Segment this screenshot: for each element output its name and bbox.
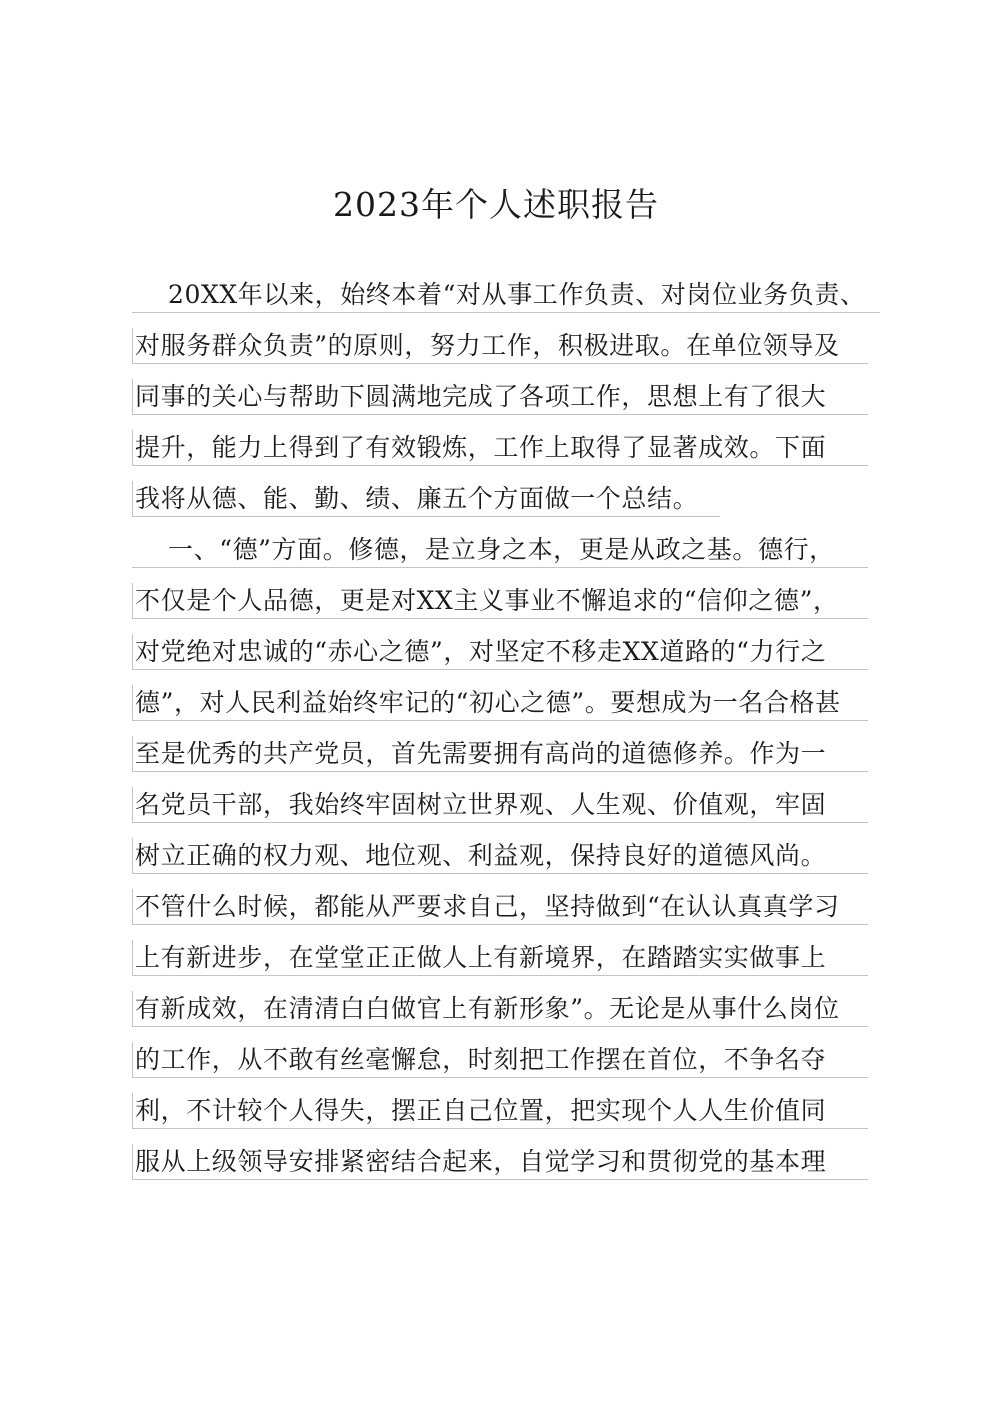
document-title: 2023年个人述职报告 [333, 185, 659, 224]
paragraph-line: 对服务群众负责”的原则，努力工作，积极进取。在单位领导及 [132, 328, 868, 364]
paragraph-line: 不仅是个人品德，更是对XX主义事业不懈追求的“信仰之德”， [132, 583, 868, 619]
paragraph-line: 至是优秀的共产党员，首先需要拥有高尚的道德修养。作为一 [132, 736, 868, 772]
paragraph-line: 一、“德”方面。修德，是立身之本，更是从政之基。德行， [132, 532, 868, 568]
paragraph-line: 服从上级领导安排紧密结合起来，自觉学习和贯彻党的基本理 [132, 1144, 868, 1180]
paragraph-line: 对党绝对忠诚的“赤心之德”，对坚定不移走XX道路的“力行之 [132, 634, 868, 670]
paragraph-line: 的工作，从不敢有丝毫懈怠，时刻把工作摆在首位，不争名夺 [132, 1042, 868, 1078]
paragraph-line: 不管什么时候，都能从严要求自己，坚持做到“在认认真真学习 [132, 889, 868, 925]
paragraph-line: 我将从德、能、勤、绩、廉五个方面做一个总结。 [132, 481, 720, 517]
paragraph-line: 有新成效，在清清白白做官上有新形象”。无论是从事什么岗位 [132, 991, 868, 1027]
paragraph-line: 提升，能力上得到了有效锻炼，工作上取得了显著成效。下面 [132, 430, 868, 466]
paragraph-line: 上有新进步，在堂堂正正做人上有新境界，在踏踏实实做事上 [132, 940, 868, 976]
paragraph-line: 20XX年以来，始终本着“对从事工作负责、对岗位业务负责、 [132, 277, 880, 313]
paragraph-line: 德”，对人民利益始终牢记的“初心之德”。要想成为一名合格甚 [132, 685, 868, 721]
paragraph-line: 名党员干部，我始终牢固树立世界观、人生观、价值观，牢固 [132, 787, 868, 823]
paragraph-line: 利，不计较个人得失，摆正自己位置，把实现个人人生价值同 [132, 1093, 868, 1129]
paragraph-line: 同事的关心与帮助下圆满地完成了各项工作，思想上有了很大 [132, 379, 868, 415]
paragraph-line: 树立正确的权力观、地位观、利益观，保持良好的道德风尚。 [132, 838, 868, 874]
